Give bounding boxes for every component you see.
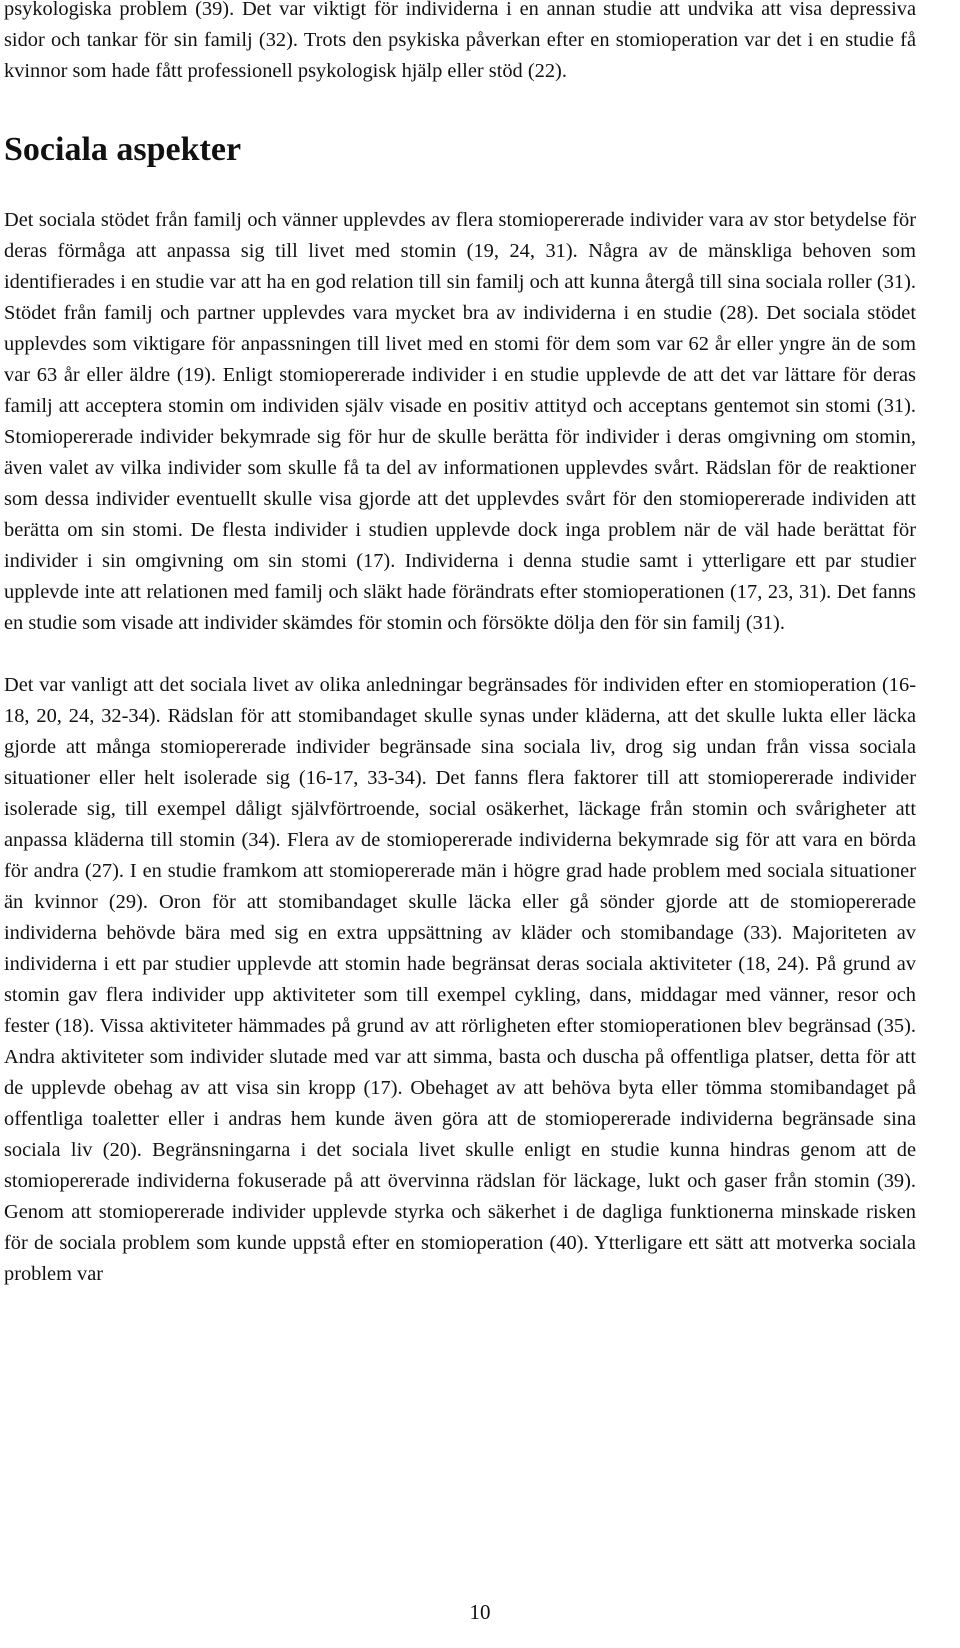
section-heading: Sociala aspekter (4, 131, 242, 168)
body-paragraph-2: Det var vanligt att det sociala livet av olika anledningar begränsades för individen efter en stomioperation (16-18, 20, 24, 32-34). Rädslan för att stomibandaget skulle synas under kläderna, att det skulle lukta eller läcka gjorde att många stomiopererade individer begränsade sina sociala liv, drog sig undan från vissa sociala situationer eller helt isolerade sig (16-17, 33-34). Det fanns flera faktorer till att stomiopererade individer isolerade sig, till exempel dåligt självförtroende, social osäkerhet, läckage från stomin och svårigheter att anpassa kläderna till stomin (34). Flera av de stomiopererade individerna bekymrade sig för att vara en börda för andra (27). I en studie framkom att stomiopererade män i högre grad hade problem med sociala situationer än kvinnor (29). Oron för att stomibandaget skulle läcka eller gå sönder gjorde att de stomiopererade individerna behövde bära med sig en extra uppsättning av kläder och stomibandage (33). Majoriteten av individerna i ett par studier upplevde att stomin hade begränsat deras sociala aktiviteter (18, 24). På grund av stomin gav flera individer upp aktiviteter som till exempel cykling, dans, middagar med vänner, resor och fester (18). Vissa aktiviteter hämmades på grund av att rörligheten efter stomioperationen blev begränsad (35). Andra aktiviteter som individer slutade med var att simma, basta och duscha på offentliga platser, detta för att de upplevde obehag av att visa sin kropp (17). Obehaget av att behöva byta eller tömma stomibandaget på offentliga toaletter eller i andras hem kunde även göra att de stomiopererade individerna begränsade sina sociala liv (20). Begränsningarna i det sociala livet skulle enligt en studie kunna hindras genom att de stomiopererade individerna fokuserade på att övervinna rädslan för läckage, lukt och gaser från stomin (39). Genom att stomiopererade individer upplevde styrka och säkerhet i de dagliga funktionerna minskade risken för de sociala problem som kunde uppstå efter en stomioperation (40). Ytterligare ett sätt att motverka sociala problem var (4, 674, 916, 1285)
body-paragraph-1: Det sociala stödet från familj och vänner upplevdes av flera stomiopererade individer vara av stor betydelse för deras förmåga att anpassa sig till livet med stomin (19, 24, 31). Några av de mänskliga behoven som identifierades i en studie var att ha en god relation till sin familj och att kunna återgå till sina sociala roller (31). Stödet från familj och partner upplevdes vara mycket bra av individerna i en studie (28). Det sociala stödet upplevdes som viktigare för anpassningen till livet med en stomi för dem som var 62 år eller yngre än de som var 63 år eller äldre (19). Enligt stomiopererade individer i en studie upplevde de att det var lättare för deras familj att acceptera stomin om individen själv visade en positiv attityd och acceptans gentemot sin stomi (31). Stomiopererade individer bekymrade sig för hur de skulle berätta för individer i deras omgivning om stomin, även valet av vilka individer som skulle få ta del av informationen upplevdes svårt. Rädslan för de reaktioner som dessa individer eventuellt skulle visa gjorde att det upplevdes svårt för den stomiopererade individen att berätta om sin stomi. De flesta individer i studien upplevde dock inga problem när de väl hade berättat för individer i sin omgivning om sin stomi (17). Individerna i denna studie samt i ytterligare ett par studier upplevde inte att relationen med familj och släkt hade förändrats efter stomioperationen (17, 23, 31). Det fanns en studie som visade att individer skämdes för stomin och försökte dölja den för sin familj (31). (4, 209, 916, 634)
page-number: 10 (469, 1600, 491, 1624)
document-page (4, 0, 916, 1290)
intro-paragraph: psykologiska problem (39). Det var viktigt för individerna i en annan studie att undvika att visa depressiva sidor och tankar för sin familj (32). Trots den psykiska påverkan efter en stomioperation var det i en studie få kvinnor som hade fått professionell psykologisk hjälp eller stöd (22). (4, 0, 916, 82)
